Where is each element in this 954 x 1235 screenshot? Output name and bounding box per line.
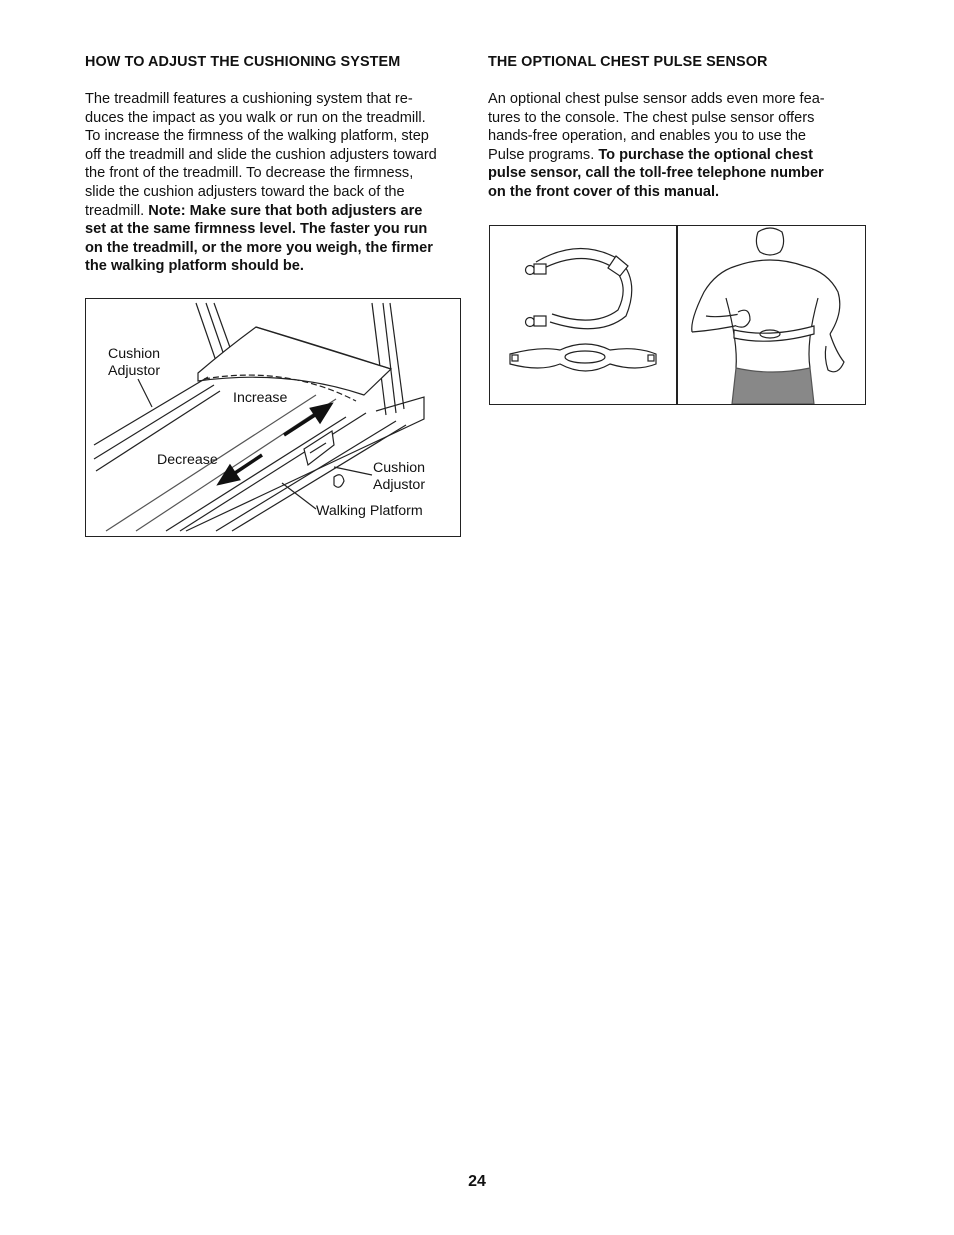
worn-strap	[734, 326, 814, 341]
pulse-purchase-note: on the front cover of this manual.	[488, 183, 720, 200]
pulse-line: Pulse programs.	[488, 146, 595, 163]
right-arm-outline	[825, 334, 844, 372]
cushion-word: Cushion	[108, 346, 161, 362]
cushion-diagram	[85, 298, 461, 537]
cushioning-heading: HOW TO ADJUST THE CUSHIONING SYSTEM	[85, 54, 401, 70]
increase-arrow-head	[312, 405, 330, 421]
cushioning-line: off the treadmill and slide the cushion adjusters toward	[85, 146, 437, 163]
decrease-arrow-head	[220, 467, 238, 483]
cushion-word: Cushion	[373, 460, 426, 476]
cushioning-note: set at the same firmness level. The faster you run	[85, 221, 428, 238]
increase-label: Increase	[233, 390, 288, 406]
cushioning-line: treadmill.	[85, 202, 145, 219]
pulse-sensor-heading: THE OPTIONAL CHEST PULSE SENSOR	[488, 54, 768, 70]
strap-clip-end	[534, 316, 546, 326]
figure-divider	[676, 226, 678, 404]
strap-clip	[526, 266, 535, 275]
rail-post-line	[372, 303, 386, 415]
cushioning-note: the walking platform should be.	[85, 258, 304, 275]
shorts	[732, 368, 814, 404]
cushioning-line: The treadmill features a cushioning system that re-	[85, 91, 413, 107]
rail-post-line	[383, 303, 396, 413]
side-rail-line	[94, 385, 214, 459]
rail-post-line	[390, 303, 404, 409]
cushioning-line: the front of the treadmill. To decrease the firmness,	[85, 165, 414, 182]
cushion-adjuster-knob	[334, 475, 344, 488]
transmitter-body	[510, 344, 656, 371]
motor-hood	[198, 327, 391, 395]
treadmill-illustration	[86, 299, 460, 536]
leader-line	[334, 467, 372, 475]
cushioning-note: on the treadmill, or the more you weigh, the firmer	[85, 239, 433, 256]
side-rail-line	[94, 377, 208, 445]
strap-buckle	[608, 256, 628, 276]
cushioning-line: duces the impact as you walk or run on the treadmill.	[85, 109, 426, 126]
chest-strap-illustration	[490, 226, 676, 404]
pulse-line: hands-free operation, and enables you to use the	[488, 128, 807, 145]
strap-clip	[526, 318, 535, 327]
upright-line	[214, 303, 232, 353]
leader-line	[282, 483, 316, 509]
left-column	[85, 52, 461, 276]
head-outline	[756, 228, 783, 255]
torso-right-outline	[736, 260, 840, 334]
hand-outline	[736, 310, 750, 327]
leader-line	[138, 379, 152, 407]
walking-platform-label: Walking Platform	[316, 503, 423, 519]
pulse-purchase-note: pulse sensor, call the toll-free telephone number	[488, 165, 824, 182]
torso-left-outline	[692, 266, 736, 332]
decrease-label: Decrease	[157, 452, 218, 468]
cushioning-line: slide the cushion adjusters toward the back of the	[85, 183, 405, 200]
pulse-sensor-figure	[489, 225, 866, 405]
cushion-adjustor-label-top	[108, 346, 160, 379]
pulse-line: tures to the console. The chest pulse sensor offers	[488, 109, 815, 126]
pulse-sensor-paragraph	[488, 90, 866, 202]
adjustor-word: Adjustor	[373, 476, 426, 493]
upright-line	[196, 303, 216, 361]
cushioning-paragraph	[85, 90, 461, 276]
pulse-purchase-note: To purchase the optional chest	[598, 146, 813, 163]
page-number: 24	[468, 1173, 486, 1190]
adjustor-word: Adjustor	[108, 362, 161, 379]
pulse-line: An optional chest pulse sensor adds even more fea-	[488, 91, 825, 107]
person-wearing-sensor-illustration	[678, 226, 866, 404]
cushioning-note: Note: Make sure that both adjusters are	[148, 202, 423, 219]
cushioning-line: To increase the firmness of the walking platform, step	[85, 128, 429, 145]
right-column	[488, 52, 866, 202]
cushion-adjustor-label-bottom	[373, 460, 425, 493]
increase-arrow-shaft	[284, 413, 318, 435]
strap-clip-end	[534, 264, 546, 274]
